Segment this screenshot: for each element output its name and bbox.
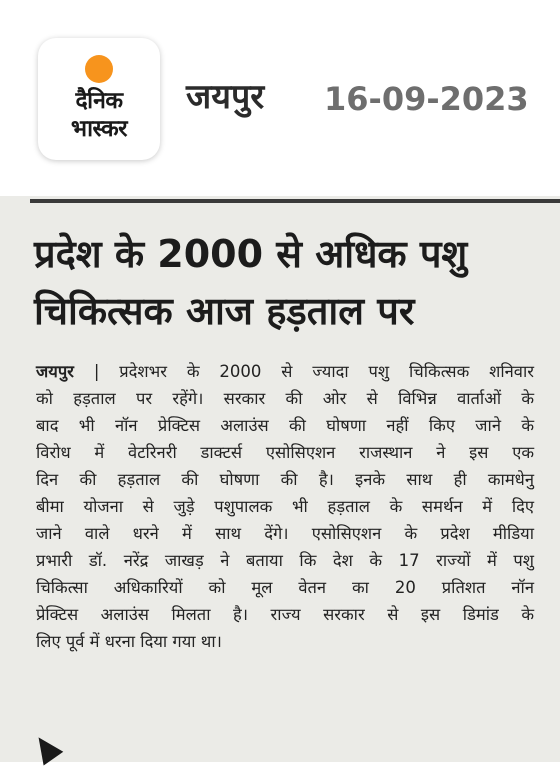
body-line: प्रभारी डॉ. नरेंद्र जाखड़ ने बताया कि देश के 17 राज्यों में पशु bbox=[36, 551, 534, 570]
logo-text-line1: दैनिक bbox=[75, 88, 123, 114]
sun-icon bbox=[85, 55, 113, 83]
logo-text-line2: भास्कर bbox=[70, 116, 128, 142]
edition-city: जयपुर bbox=[186, 77, 265, 117]
clipping-top-rule bbox=[30, 199, 560, 203]
body-line: जाने वाले धरने में साथ देंगे। एसोसिएशन के प्रदेश मीडिया bbox=[36, 524, 534, 543]
article-headline bbox=[34, 226, 544, 340]
headline-line: चिकित्सक आज हड़ताल पर bbox=[34, 289, 415, 333]
body-line: चिकित्सा अधिकारियों को मूल वेतन का 20 प्रतिशत नॉन bbox=[36, 578, 534, 597]
body-line: दिन की हड़ताल की घोषणा की है। इनके साथ ही कामधेनु bbox=[36, 470, 534, 489]
headline-line: प्रदेश के 2000 से अधिक पशु bbox=[34, 232, 468, 276]
body-line: बाद भी नॉन प्रेक्टिस अलाउंस की घोषणा नहीं किए जाने के bbox=[36, 416, 534, 435]
page-header bbox=[0, 0, 560, 190]
dateline-separator: | bbox=[73, 362, 120, 381]
body-line: को हड़ताल पर रहेंगे। सरकार की ओर से विभिन्न वार्ताओं के bbox=[36, 389, 534, 408]
dainik-bhaskar-logo bbox=[38, 38, 160, 160]
body-line: लिए पूर्व में धरना दिया गया था। bbox=[36, 632, 222, 651]
article-body bbox=[36, 358, 534, 655]
dateline: जयपुर bbox=[36, 362, 74, 381]
body-line: प्रेक्टिस अलाउंस मिलता है। राज्य सरकार से इस डिमांड के bbox=[36, 605, 534, 624]
body-first-text: प्रदेशभर के 2000 से ज्यादा पशु चिकित्सक शनिवार bbox=[119, 362, 534, 381]
body-line: बीमा योजना से जुड़े पशुपालक भी हड़ताल के समर्थन में दिए bbox=[36, 497, 534, 516]
body-line: विरोध में वेटरिनरी डाक्टर्स एसोसिएशन राजस्थान ने इस एक bbox=[36, 443, 534, 462]
edition-date: 16-09-2023 bbox=[324, 80, 529, 118]
body-line bbox=[36, 358, 534, 385]
